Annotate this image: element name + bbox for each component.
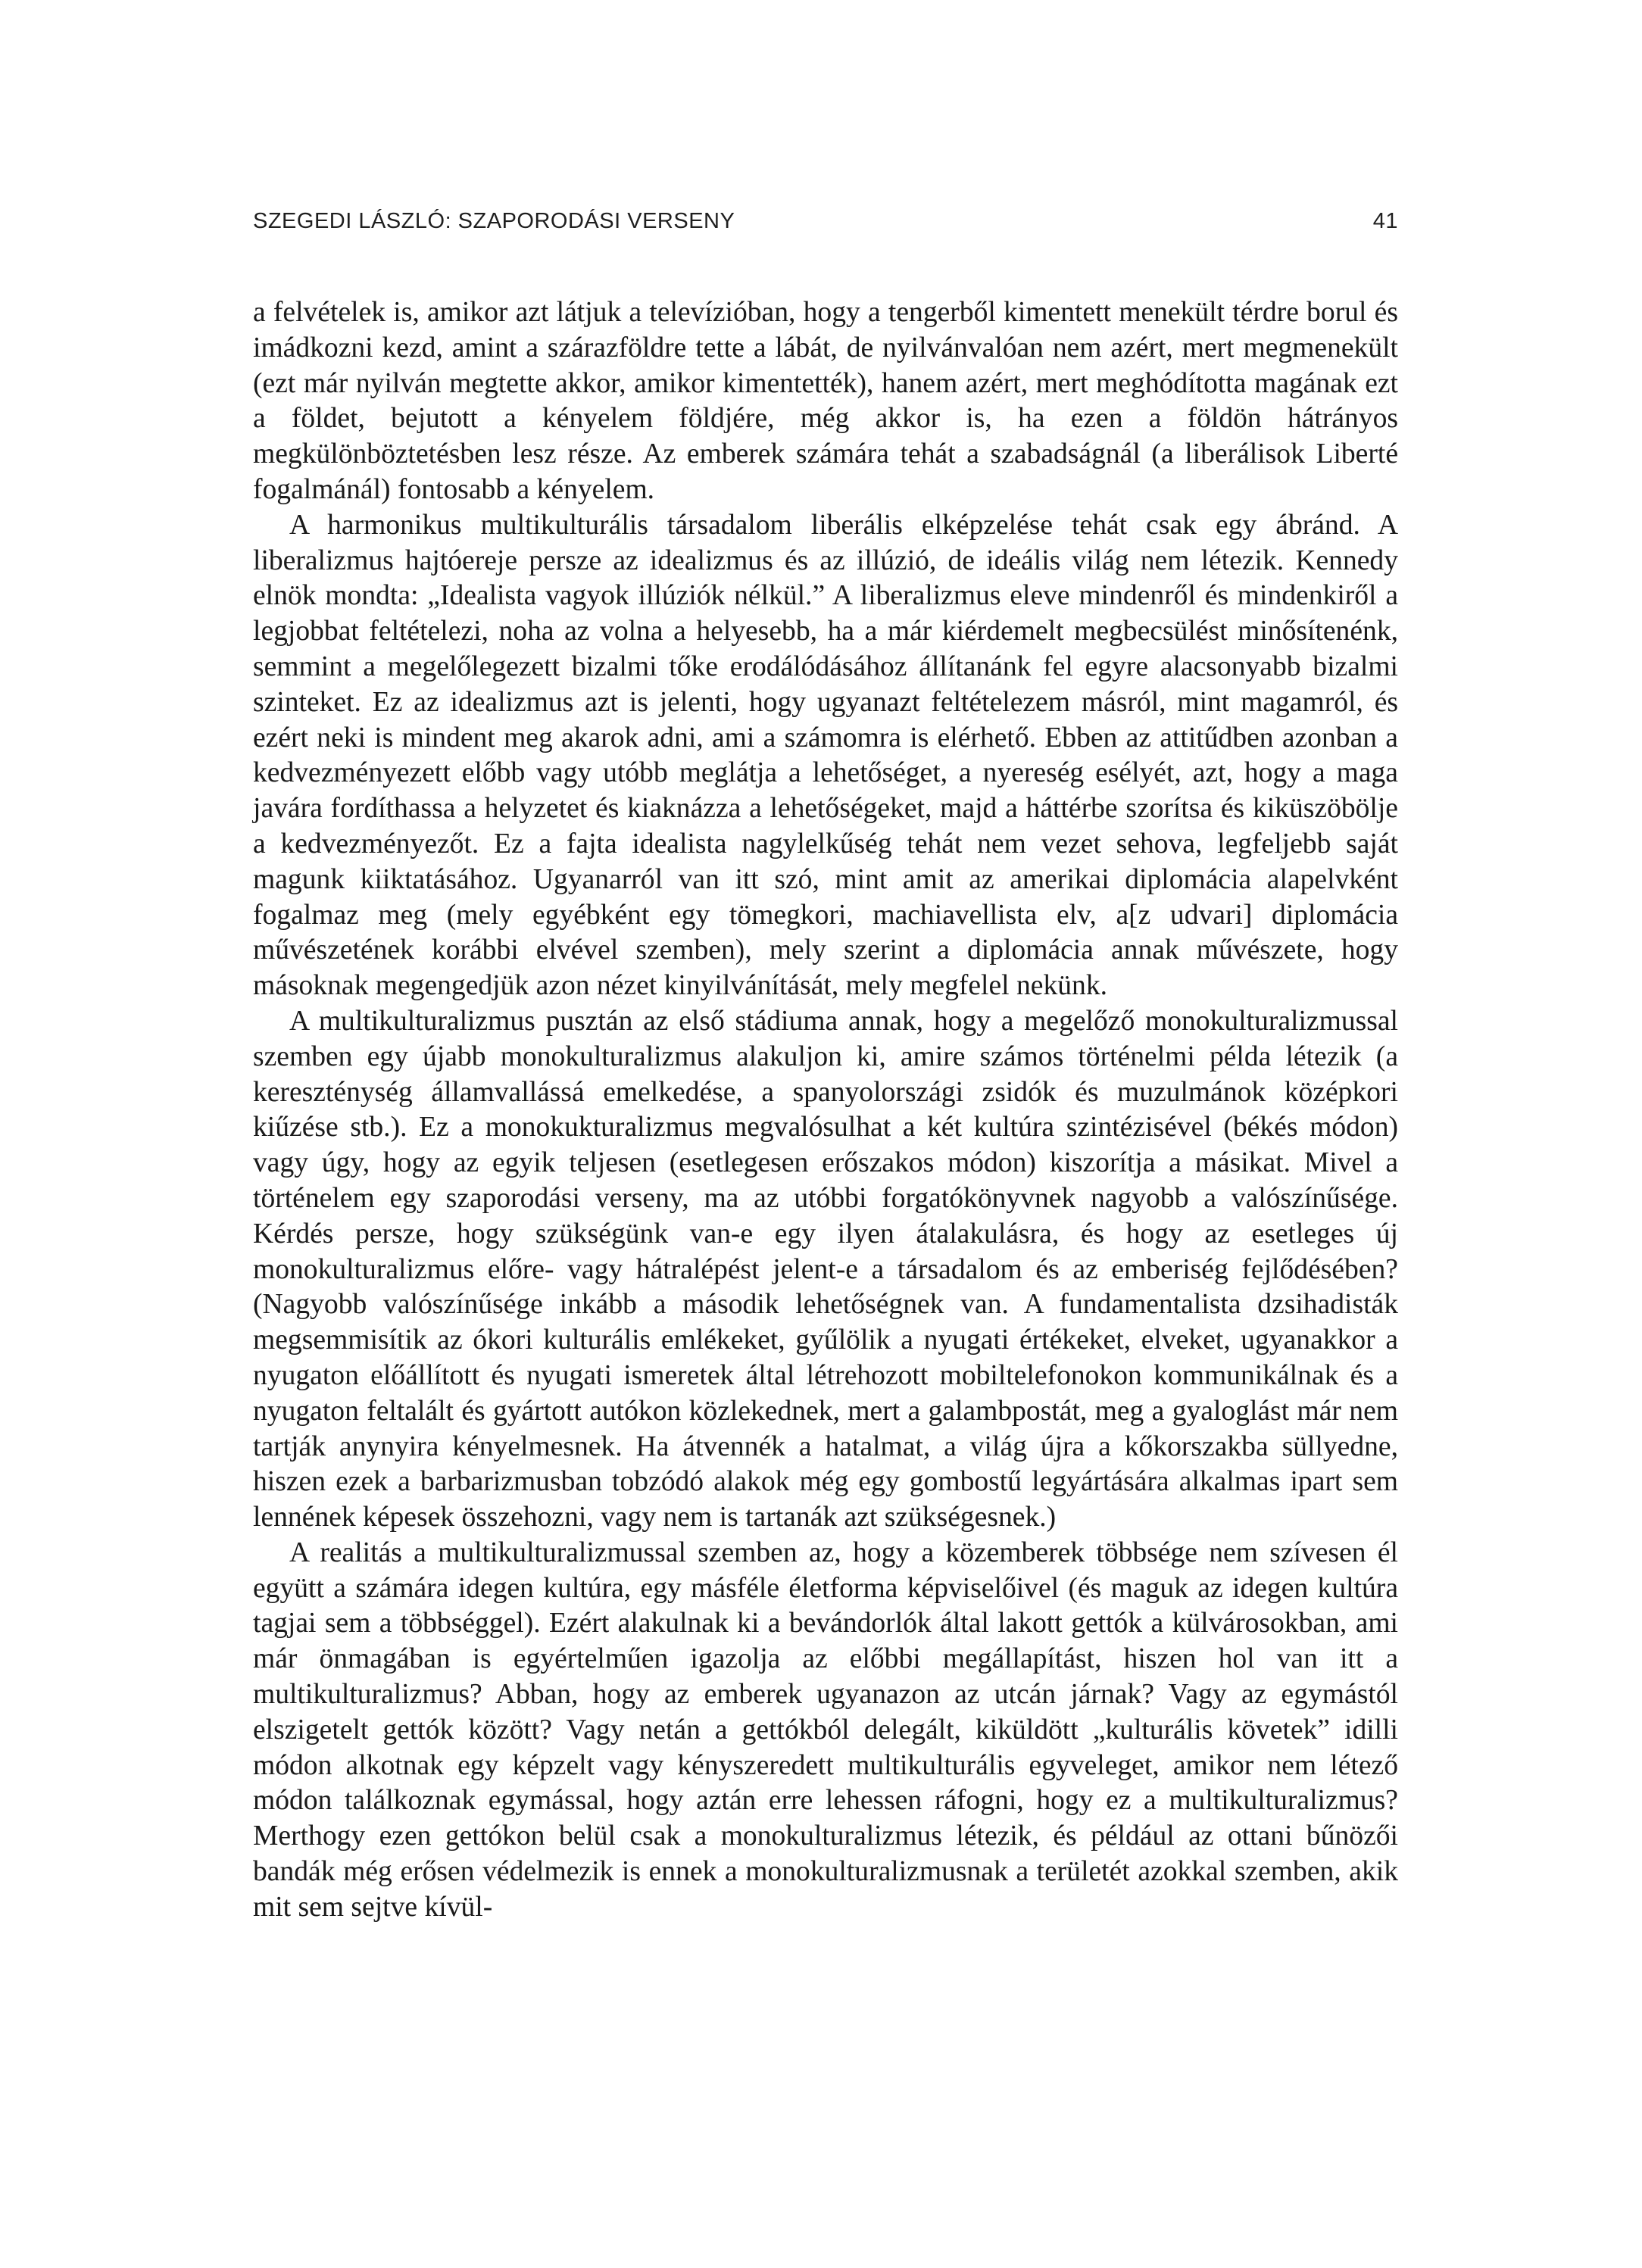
body-text: [253, 295, 1398, 1926]
paragraph-continuation: a felvételek is, amikor azt látjuk a televízióban, hogy a tengerből kimentett menekült térdre borul és imádkozni kezd, amint a szárazföldre tette a lábát, de nyilvánvalóan nem azért, mert megmenekült (ezt már nyilván megtette akkor, amikor kimentették), hanem azért, mert meghódította magának ezt a földet, bejutott a kényelem földjére, még akkor is, ha ezen a földön hátrányos megkülönböztetésben lesz része. Az emberek számára tehát a szabadságnál (a liberálisok Liberté fogalmánál) fontosabb a kényelem.: [253, 297, 1398, 505]
running-header: [253, 204, 1398, 238]
paragraph: A harmonikus multikulturális társadalom liberális elképzelése tehát csak egy ábránd. A liberalizmus hajtóereje persze az idealizmus és az illúzió, de ideális világ nem létezik. Kennedy elnök mondta: „Idealista vagyok illúziók nélkül.” A liberalizmus eleve mindenről és mindenkiről a legjobbat feltételezi, noha az volna a helyesebb, ha a már kiérdemelt megbecsülést minősítenénk, semmint a megelőlegezett bizalmi tőke erodálódásához állítanánk fel egyre alacsonyabb bizalmi szinteket. Ez az idealizmus azt is jelenti, hogy ugyanazt feltételezem másról, mint magamról, és ezért neki is mindent meg akarok adni, ami a számomra is elérhető. Ebben az attitűdben azonban a kedvezményezett előbb vagy utóbb meglátja a lehetőséget, a nyereség esélyét, azt, hogy a maga javára fordíthassa a helyzetet és kiaknázza a lehetőségeket, majd a háttérbe szorítsa és kiküszöbölje a kedvezményezőt. Ez a fajta idealista nagylelkűség tehát nem vezet sehova, legfeljebb saját magunk kiiktatásához. Ugyanarról van itt szó, mint amit az amerikai diplomácia alapelvként fogalmaz meg (mely egyébként egy tömegkori, machiavellista elv, a[z udvari] diplomácia művészetének korábbi elvével szemben), mely szerint a diplomácia annak művészete, hogy másoknak megengedjük azon nézet kinyilvánítását, mely megfelel nekünk.: [253, 509, 1398, 1002]
page-number: 41: [1372, 208, 1398, 233]
paragraph: A realitás a multikulturalizmussal szemben az, hogy a közemberek többsége nem szívesen él együtt a számára idegen kultúra, egy másféle életforma képviselőivel (és maguk az idegen kultúra tagjai sem a többséggel). Ezért alakulnak ki a bevándorlók által lakott gettók a külvárosokban, ami már önmagában is egyértelműen igazolja az előbbi megállapítást, hiszen hol van itt a multikulturalizmus? Abban, hogy az emberek ugyanazon az utcán járnak? Vagy az egymástól elszigetelt gettók között? Vagy netán a gettókból delegált, kiküldött „kulturális követek” idilli módon alkotnak egy képzelt vagy kényszeredett multikulturális egyveleget, amikor nem létező módon találkoznak egymással, hogy aztán erre lehessen ráfogni, hogy ez a multikulturalizmus? Merthogy ezen gettókon belül csak a monokulturalizmus létezik, és például az ottani bűnözői bandák még erősen védelmezik is ennek a monokulturalizmusnak a területét azokkal szemben, akik mit sem sejtve kívül-: [253, 1536, 1398, 1923]
paragraph: A multikulturalizmus pusztán az első stádiuma annak, hogy a megelőző monokulturalizmussal szemben egy újabb monokulturalizmus alakuljon ki, amire számos történelmi példa létezik (a kereszténység államvallássá emelkedése, a spanyolországi zsidók és muzulmánok középkori kiűzése stb.). Ez a monokukturalizmus megvalósulhat a két kultúra szintézisével (békés módon) vagy úgy, hogy az egyik teljesen (esetlegesen erőszakos módon) kiszorítja a másikat. Mivel a történelem egy szaporodási verseny, ma az utóbbi forgatókönyvnek nagyobb a valószínűsége. Kérdés persze, hogy szükségünk van-e egy ilyen átalakulásra, és hogy az esetleges új monokulturalizmus előre- vagy hátralépést jelent-e a társadalom és az emberiség fejlődésében? (Nagyobb valószínűsége inkább a második lehetőségnek van. A fundamentalista dzsihadisták megsemmisítik az ókori kulturális emlékeket, gyűlölik a nyugati értékeket, elveket, ugyanakkor a nyugaton előállított és nyugati ismeretek által létrehozott mobiltelefonokon kommunikálnak és a nyugaton feltalált és gyártott autókon közlekednek, mert a galambpostát, meg a gyaloglást már nem tartják anynyira kényelmesnek. Ha átvennék a hatalmat, a világ újra a kőkorszakba süllyedne, hiszen ezek a barbarizmusban tobzódó alakok még egy gombostű legyártására alkalmas ipart sem lennének képesek összehozni, vagy nem is tartanák azt szükségesnek.): [253, 1005, 1398, 1533]
running-header-title: SZEGEDI LÁSZLÓ: SZAPORODÁSI VERSENY: [253, 208, 735, 233]
